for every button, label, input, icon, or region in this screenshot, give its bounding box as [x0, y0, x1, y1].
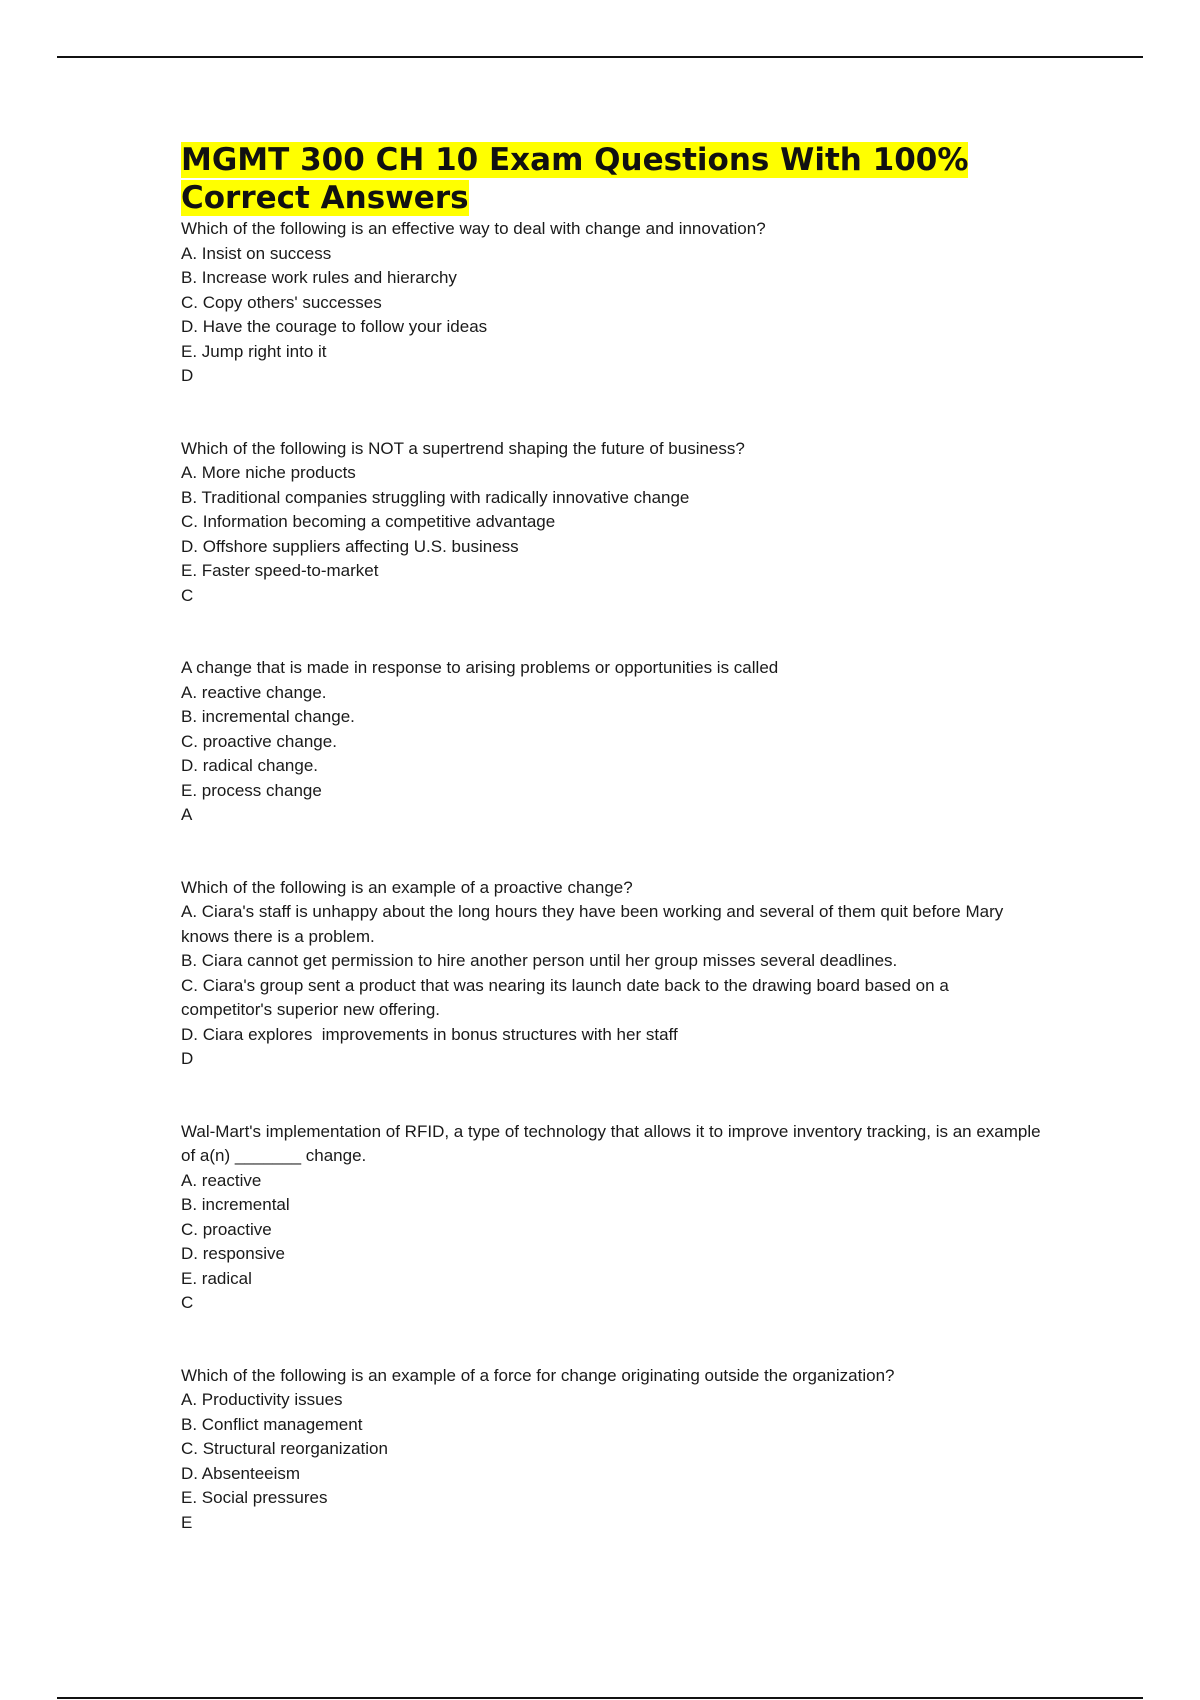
answer-option: D. radical change.: [181, 756, 319, 775]
correct-answer: C: [181, 585, 194, 605]
question-block: [181, 1120, 1046, 1316]
question-block: [181, 217, 1041, 389]
question-spacer: [181, 1316, 1041, 1364]
title-line-2: Correct Answers: [181, 180, 469, 216]
answer-option: C. Information becoming a competitive advantage: [181, 512, 556, 531]
answer-option: B. Traditional companies struggling with radically innovative change: [181, 487, 690, 507]
question-text: Which of the following is an effective way to deal with change and innovation?: [181, 219, 766, 238]
answer-option: C. proactive: [181, 1219, 272, 1239]
question-block: [181, 876, 1041, 1072]
answer-option: C. Copy others' successes: [181, 292, 382, 312]
answer-option: A. Ciara's staff is unhappy about the long hours they have been working and several of them quit before Mary knows there is a problem.: [181, 902, 1008, 946]
title-line-1: MGMT 300 CH 10 Exam Questions With 100%: [181, 142, 969, 178]
question-spacer: [181, 389, 1041, 437]
question-text: Which of the following is an example of a force for change originating outside the organization?: [181, 1365, 895, 1385]
answer-option: E. radical: [181, 1268, 252, 1288]
answer-option: D. Ciara explores improvements in bonus structures with her staff: [181, 1024, 678, 1044]
question-text: Which of the following is NOT a supertrend shaping the future of business?: [181, 438, 745, 458]
answer-option: B. Conflict management: [181, 1414, 363, 1434]
answer-option: D. responsive: [181, 1244, 285, 1263]
correct-answer: D: [181, 366, 194, 385]
answer-option: D. Offshore suppliers affecting U.S. business: [181, 536, 519, 556]
question-block: [181, 656, 1041, 828]
correct-answer: E: [181, 1512, 193, 1532]
answer-option: C. Structural reorganization: [181, 1439, 388, 1458]
answer-option: E. Faster speed-to-market: [181, 561, 379, 580]
answer-option: A. reactive: [181, 1170, 262, 1190]
answer-option: C. proactive change.: [181, 731, 337, 751]
answer-option: A. More niche products: [181, 463, 356, 482]
answer-option: A. reactive change.: [181, 682, 327, 702]
question-spacer: [181, 608, 1041, 656]
footer-rule: [57, 1697, 1143, 1699]
question-text: A change that is made in response to arising problems or opportunities is called: [181, 658, 779, 677]
correct-answer: A: [181, 805, 193, 824]
page-title: [181, 141, 1041, 217]
answer-option: A. Productivity issues: [181, 1390, 343, 1409]
question-block: [181, 1364, 1041, 1536]
question-spacer: [181, 1072, 1041, 1120]
answer-option: B. incremental change.: [181, 707, 355, 726]
answer-option: A. Insist on success: [181, 243, 332, 263]
correct-answer: C: [181, 1293, 194, 1312]
answer-option: E. process change: [181, 780, 322, 800]
answer-option: B. Ciara cannot get permission to hire another person until her group misses several deadlines.: [181, 951, 898, 970]
answer-option: B. incremental: [181, 1195, 290, 1214]
question-text: Wal-Mart's implementation of RFID, a type of technology that allows it to improve inventory tracking, is an example of a(n) _______ change.: [181, 1121, 1046, 1165]
question-list: [181, 217, 1046, 1535]
answer-option: D. Absenteeism: [181, 1463, 301, 1483]
question-text: Which of the following is an example of a proactive change?: [181, 877, 633, 897]
answer-option: E. Jump right into it: [181, 341, 327, 361]
answer-option: E. Social pressures: [181, 1488, 328, 1507]
answer-option: C. Ciara's group sent a product that was nearing its launch date back to the drawing board based on a competitor's superior new offering.: [181, 975, 954, 1019]
question-block: [181, 437, 1041, 609]
answer-option: B. Increase work rules and hierarchy: [181, 268, 457, 287]
question-spacer: [181, 828, 1041, 876]
document-body: [181, 141, 1046, 1535]
header-rule: [57, 56, 1143, 58]
correct-answer: D: [181, 1049, 194, 1068]
answer-option: D. Have the courage to follow your ideas: [181, 317, 488, 336]
